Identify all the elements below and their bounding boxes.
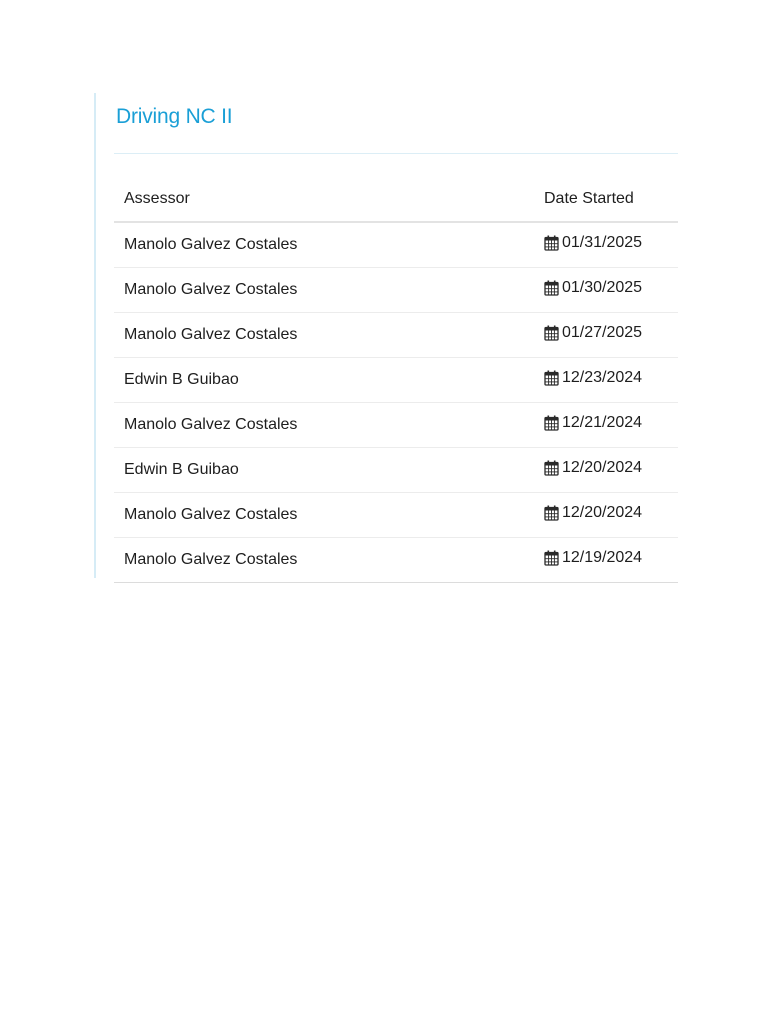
table-row <box>114 448 678 493</box>
assessor-name: Manolo Galvez Costales <box>124 416 298 433</box>
assessor-cell <box>114 268 534 313</box>
calendar-icon <box>544 325 559 341</box>
calendar-icon <box>544 460 559 476</box>
date-started-value: 01/30/2025 <box>562 279 643 296</box>
assessor-cell <box>114 403 534 448</box>
calendar-icon <box>544 415 559 431</box>
calendar-icon <box>544 370 559 386</box>
assessor-cell <box>114 358 534 403</box>
assessor-name: Edwin B Guibao <box>124 371 239 388</box>
calendar-icon <box>544 505 559 521</box>
panel-header <box>114 93 678 154</box>
table-row <box>114 313 678 358</box>
date-started-value: 12/20/2024 <box>562 459 643 476</box>
date-started-value: 12/19/2024 <box>562 549 643 566</box>
assessor-cell <box>114 448 534 493</box>
date-started-cell <box>534 313 678 358</box>
table-body <box>114 222 678 583</box>
assessor-cell <box>114 493 534 538</box>
date-started-value: 01/27/2025 <box>562 324 643 341</box>
column-header-date-started: Date Started <box>534 176 678 222</box>
date-started-cell <box>534 358 678 403</box>
assessor-table <box>114 176 678 583</box>
calendar-icon <box>544 235 559 251</box>
assessor-name: Manolo Galvez Costales <box>124 506 298 523</box>
assessor-cell <box>114 313 534 358</box>
table-row <box>114 538 678 583</box>
calendar-icon <box>544 550 559 566</box>
assessor-name: Manolo Galvez Costales <box>124 236 298 253</box>
assessor-name: Manolo Galvez Costales <box>124 281 298 298</box>
column-header-assessor: Assessor <box>114 176 534 222</box>
date-started-cell <box>534 538 678 583</box>
calendar-icon <box>544 280 559 296</box>
date-started-value: 12/21/2024 <box>562 414 643 431</box>
table-row <box>114 222 678 268</box>
assessment-panel <box>94 93 678 578</box>
assessor-name: Manolo Galvez Costales <box>124 326 298 343</box>
date-started-cell <box>534 268 678 313</box>
date-started-cell <box>534 222 678 268</box>
table-row <box>114 268 678 313</box>
table-row <box>114 403 678 448</box>
assessor-name: Edwin B Guibao <box>124 461 239 478</box>
date-started-cell <box>534 403 678 448</box>
assessor-cell <box>114 538 534 583</box>
assessor-cell <box>114 222 534 268</box>
table-row <box>114 493 678 538</box>
table-header-row <box>114 176 678 222</box>
date-started-value: 12/20/2024 <box>562 504 643 521</box>
assessor-name: Manolo Galvez Costales <box>124 551 298 568</box>
date-started-value: 12/23/2024 <box>562 369 643 386</box>
date-started-value: 01/31/2025 <box>562 234 643 251</box>
table-row <box>114 358 678 403</box>
date-started-cell <box>534 493 678 538</box>
panel-title: Driving NC II <box>116 105 233 128</box>
date-started-cell <box>534 448 678 493</box>
